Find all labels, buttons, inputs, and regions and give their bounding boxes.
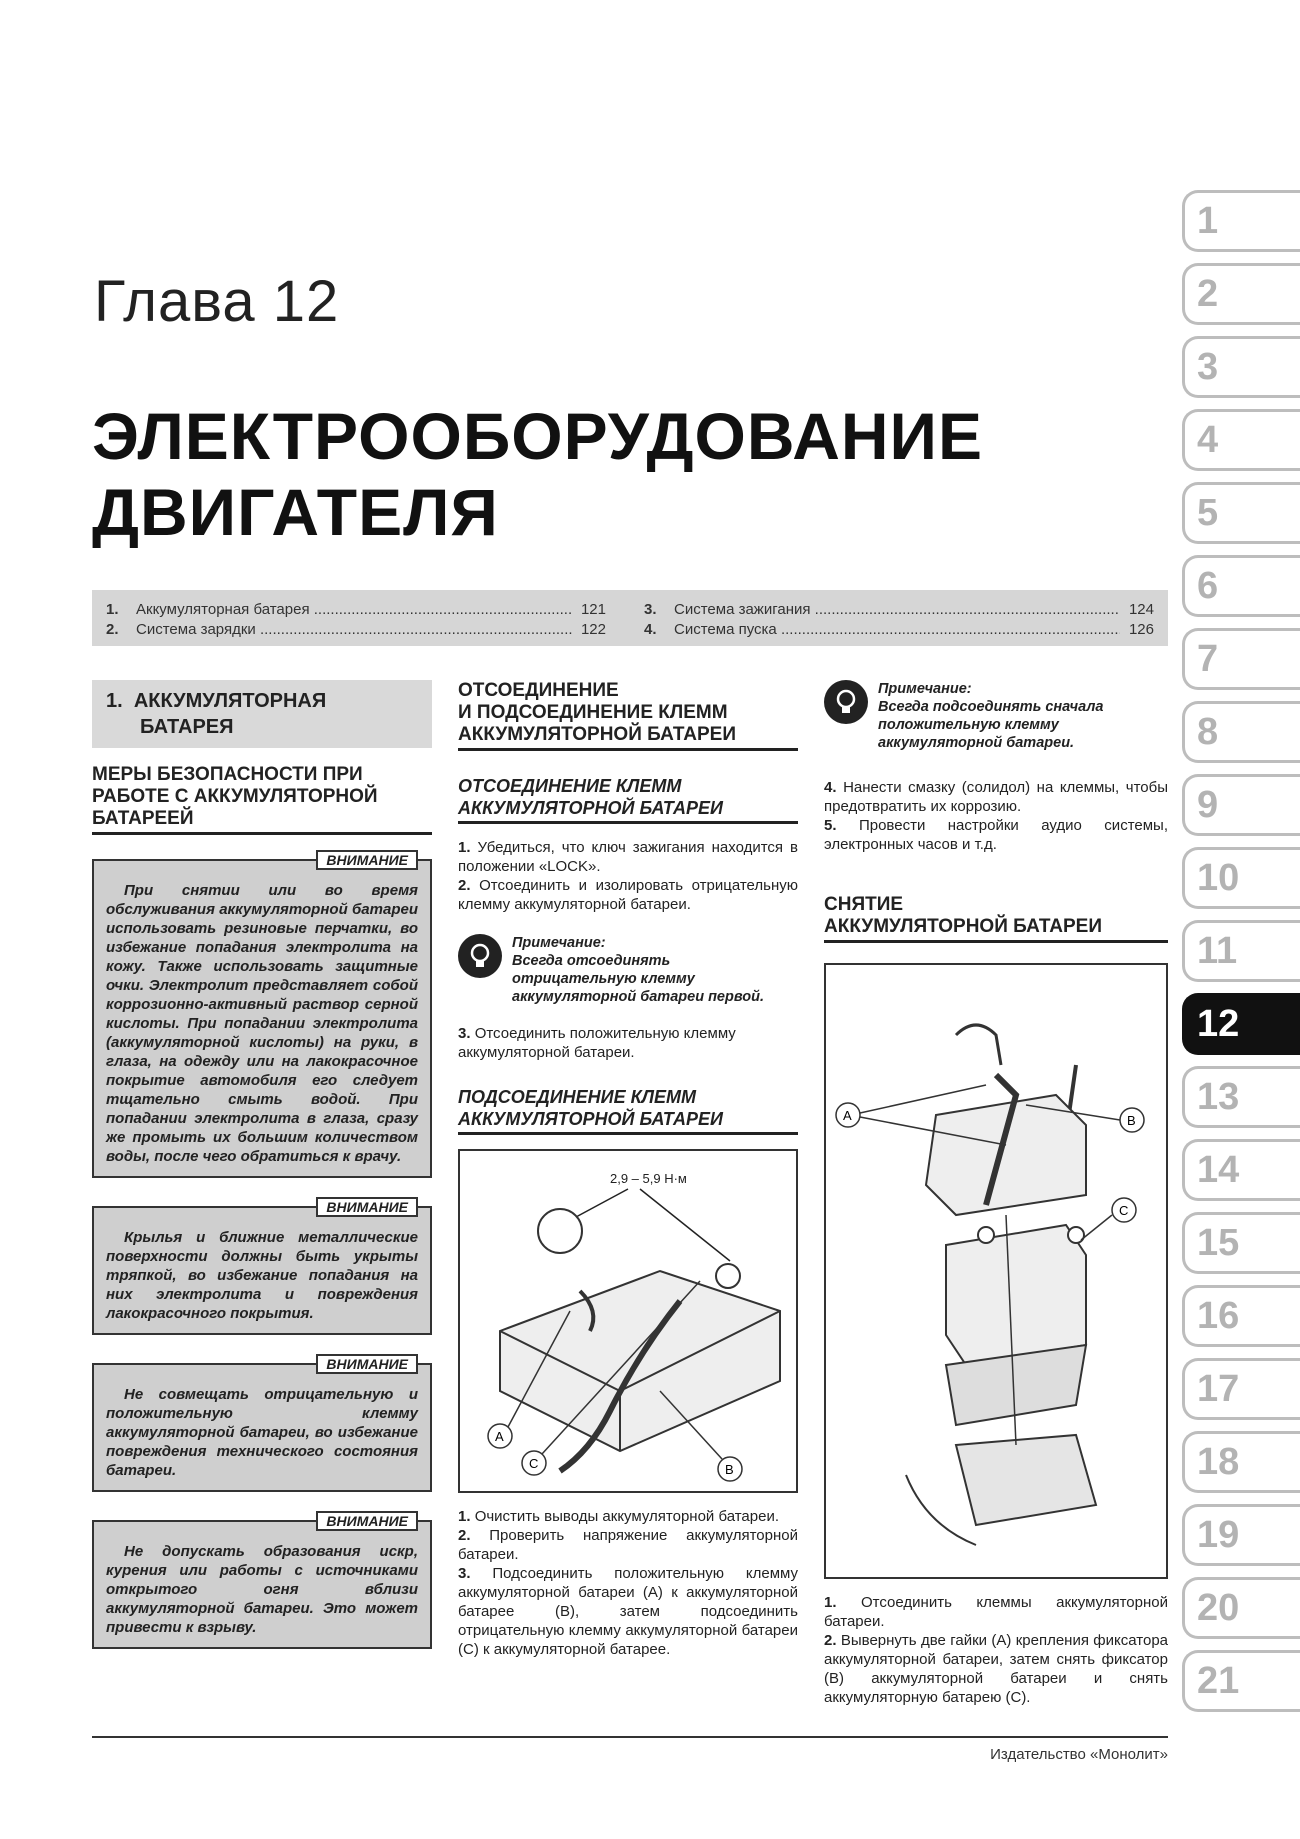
heading-line: АККУМУЛЯТОРНОЙ БАТАРЕИ bbox=[458, 798, 723, 818]
chapter-tab[interactable]: 15 bbox=[1182, 1212, 1300, 1274]
step-text: Отсоединить положительную клемму аккумуляторной батареи. bbox=[458, 1025, 736, 1061]
note-text: Всегда подсоединять сначала положительную клемму аккумуляторной батареи. bbox=[878, 699, 1104, 751]
step-num: 1. bbox=[458, 1508, 471, 1525]
connect-disconnect-heading bbox=[458, 680, 798, 751]
step-num: 3. bbox=[458, 1025, 471, 1042]
step-num: 1. bbox=[458, 839, 471, 856]
section-title-line-1: АККУМУЛЯТОРНАЯ bbox=[133, 690, 327, 712]
page-title-line-2: ДВИГАТЕЛЯ bbox=[92, 475, 499, 549]
heading-line: И ПОДСОЕДИНЕНИЕ КЛЕММ bbox=[458, 702, 728, 723]
warning-box bbox=[92, 1356, 432, 1492]
warning-box bbox=[92, 1199, 432, 1335]
warning-text: Не допускать образования искр, курения или работы с источниками открытого огня вблизи аккумуляторной батареи. Это может привести к взрыву. bbox=[106, 1543, 418, 1636]
toc-label: Система зажигания ..... bbox=[674, 600, 1120, 620]
footer-divider bbox=[92, 1736, 1168, 1738]
column-3 bbox=[824, 680, 1168, 1707]
step-item bbox=[824, 1631, 1168, 1707]
step-item bbox=[458, 876, 798, 914]
toc-page: 121 bbox=[580, 601, 606, 618]
toc-item[interactable] bbox=[644, 620, 1154, 640]
section-title-line-2: БАТАРЕЯ bbox=[140, 716, 234, 738]
chapter-tab[interactable]: 5 bbox=[1182, 482, 1300, 544]
figure-callout-label: A bbox=[495, 1429, 504, 1444]
note-block bbox=[824, 680, 1168, 752]
chapter-tab[interactable]: 6 bbox=[1182, 555, 1300, 617]
chapter-tab[interactable]: 3 bbox=[1182, 336, 1300, 398]
chapter-tab[interactable]: 21 bbox=[1182, 1650, 1300, 1712]
warning-tag: ВНИМАНИЕ bbox=[316, 1197, 418, 1217]
page-title-line-1: ЭЛЕКТРООБОРУДОВАНИЕ bbox=[92, 399, 983, 473]
chapter-tab[interactable]: 8 bbox=[1182, 701, 1300, 763]
toc-num: 3. bbox=[644, 601, 657, 618]
figure-callout-label: C bbox=[529, 1456, 539, 1471]
warning-box bbox=[92, 1513, 432, 1649]
heading-line: АККУМУЛЯТОРНОЙ БАТАРЕИ bbox=[458, 1109, 723, 1129]
toc-page: 124 bbox=[1128, 601, 1154, 618]
removal-steps bbox=[824, 1593, 1168, 1707]
warning-text: Не совмещать отрицательную и положительную клемму аккумуляторной батареи, во избежание повреждения технического состояния батареи. bbox=[106, 1386, 418, 1479]
chapter-tab[interactable]: 18 bbox=[1182, 1431, 1300, 1493]
step-item bbox=[824, 1593, 1168, 1631]
step-text: Очистить выводы аккумуляторной батареи. bbox=[474, 1508, 780, 1525]
chapter-tab[interactable]: 4 bbox=[1182, 409, 1300, 471]
warning-tag: ВНИМАНИЕ bbox=[316, 1354, 418, 1374]
battery-removal-illustration bbox=[826, 965, 1166, 1573]
step-num: 2. bbox=[458, 877, 471, 894]
toc-label: Аккумуляторная батарея ..... bbox=[136, 600, 572, 620]
figure-callout-label: B bbox=[725, 1462, 734, 1477]
step-text: Провести настройки аудио системы, электронных часов и т.д. bbox=[824, 817, 1168, 853]
note-title: Примечание: bbox=[512, 935, 606, 951]
chapter-tab[interactable]: 20 bbox=[1182, 1577, 1300, 1639]
safety-heading-line: РАБОТЕ С АККУМУЛЯТОРНОЙ bbox=[92, 786, 378, 807]
chapter-tab[interactable]: 9 bbox=[1182, 774, 1300, 836]
column-2 bbox=[458, 680, 798, 1659]
heading-line: АККУМУЛЯТОРНОЙ БАТАРЕИ bbox=[458, 724, 736, 745]
step-text: Вывернуть две гайки (A) крепления фиксатора аккумуляторной батареи, затем снять фиксатор (B) аккумуляторной батареи и снять аккумуляторную батарею (C). bbox=[824, 1632, 1168, 1706]
toc-label: Система пуска ..... bbox=[674, 620, 1120, 640]
connect-steps-continued bbox=[824, 778, 1168, 854]
warning-text: При снятии или во время обслуживания аккумуляторной батареи использовать резиновые перчатки, во избежание попадания электролита на кожу. Также использовать защитные очки. Электролит представляет собой коррозионно-активный раствор серной кислоты. При попадании электролита (аккумуляторной кислоты) на руки, в глаза, на одежду или на лакокрасочное покрытие автомобиля его следует тщательно смыть водой. При попадании электролита в глаза, сразу же промыть их большим количеством воды, после чего обратиться к врачу. bbox=[106, 882, 418, 1165]
note-block bbox=[458, 934, 798, 1006]
toc-label: Система зарядки ..... bbox=[136, 620, 572, 640]
chapter-tab[interactable]: 1 bbox=[1182, 190, 1300, 252]
chapter-tab[interactable]: 16 bbox=[1182, 1285, 1300, 1347]
note-text: Всегда отсоединять отрицательную клемму аккумуляторной батареи первой. bbox=[512, 953, 764, 1005]
toc-page: 122 bbox=[580, 621, 606, 638]
disconnect-steps bbox=[458, 838, 798, 914]
chapter-tab[interactable]: 19 bbox=[1182, 1504, 1300, 1566]
step-item bbox=[458, 1024, 798, 1062]
step-text: Отсоединить клеммы аккумуляторной батареи. bbox=[824, 1594, 1168, 1630]
note-title: Примечание: bbox=[878, 681, 972, 697]
chapter-tab[interactable]: 2 bbox=[1182, 263, 1300, 325]
removal-figure bbox=[824, 963, 1168, 1579]
toc-num: 1. bbox=[106, 601, 119, 618]
chapter-label: Глава 12 bbox=[94, 269, 340, 334]
step-num: 2. bbox=[458, 1527, 471, 1544]
heading-line: ОТСОЕДИНЕНИЕ КЛЕММ bbox=[458, 776, 682, 796]
step-item bbox=[458, 1564, 798, 1659]
step-text: Убедиться, что ключ зажигания находится в положении «LOCK». bbox=[458, 839, 799, 875]
toc-page: 126 bbox=[1128, 621, 1154, 638]
safety-heading-line: МЕРЫ БЕЗОПАСНОСТИ ПРИ bbox=[92, 764, 363, 785]
heading-line: ОТСОЕДИНЕНИЕ bbox=[458, 680, 619, 701]
chapter-tab[interactable]: 17 bbox=[1182, 1358, 1300, 1420]
toc-item[interactable] bbox=[644, 600, 1154, 620]
chapter-tab[interactable]: 13 bbox=[1182, 1066, 1300, 1128]
figure-callout-label: A bbox=[843, 1108, 852, 1123]
step-text: Проверить напряжение аккумуляторной батареи. bbox=[458, 1527, 798, 1563]
step-num: 3. bbox=[458, 1565, 471, 1582]
step-item bbox=[458, 1526, 798, 1564]
step-text: Подсоединить положительную клемму аккумуляторной батареи (A) к аккумуляторной батарее (B), затем подсоединить отрицательную клемму аккумуляторной батареи (C) к аккумуляторной батарее. bbox=[458, 1565, 798, 1658]
safety-heading-line: БАТАРЕЕЙ bbox=[92, 808, 194, 829]
page-title bbox=[92, 398, 983, 550]
step-text: Нанести смазку (солидол) на клеммы, чтобы предотвратить их коррозию. bbox=[824, 779, 1168, 815]
step-item bbox=[824, 778, 1168, 816]
section-heading bbox=[92, 680, 432, 748]
connect-steps bbox=[458, 1507, 798, 1659]
chapter-tabs bbox=[1182, 190, 1300, 1723]
chapter-tab[interactable]: 10 bbox=[1182, 847, 1300, 909]
lightbulb-icon bbox=[824, 680, 868, 724]
step-item bbox=[824, 816, 1168, 854]
lightbulb-icon bbox=[458, 934, 502, 978]
step-item bbox=[458, 1507, 798, 1526]
chapter-tab[interactable]: 11 bbox=[1182, 920, 1300, 982]
step-text: Отсоединить и изолировать отрицательную клемму аккумуляторной батареи. bbox=[458, 877, 798, 913]
warning-tag: ВНИМАНИЕ bbox=[316, 850, 418, 870]
heading-line: ПОДСОЕДИНЕНИЕ КЛЕММ bbox=[458, 1087, 697, 1107]
toc-num: 2. bbox=[106, 621, 119, 638]
toc-item[interactable] bbox=[106, 620, 606, 640]
connect-heading bbox=[458, 1086, 798, 1135]
heading-line: СНЯТИЕ bbox=[824, 894, 904, 915]
table-of-contents bbox=[92, 590, 1168, 646]
warning-tag: ВНИМАНИЕ bbox=[316, 1511, 418, 1531]
toc-item[interactable] bbox=[106, 600, 606, 620]
chapter-tab-active[interactable]: 12 bbox=[1182, 993, 1300, 1055]
publisher-footer: Издательство «Монолит» bbox=[990, 1746, 1168, 1763]
step-num: 4. bbox=[824, 779, 837, 796]
step-num: 2. bbox=[824, 1632, 837, 1649]
column-1 bbox=[92, 680, 432, 1649]
step-item bbox=[458, 838, 798, 876]
warning-box bbox=[92, 852, 432, 1178]
step-num: 1. bbox=[824, 1594, 837, 1611]
figure-callout-label: C bbox=[1119, 1203, 1129, 1218]
connect-figure bbox=[458, 1149, 798, 1493]
torque-label: 2,9 – 5,9 Н·м bbox=[610, 1171, 687, 1186]
toc-num: 4. bbox=[644, 621, 657, 638]
chapter-tab[interactable]: 14 bbox=[1182, 1139, 1300, 1201]
safety-heading bbox=[92, 764, 432, 835]
chapter-tab[interactable]: 7 bbox=[1182, 628, 1300, 690]
disconnect-heading bbox=[458, 775, 798, 824]
heading-line: АККУМУЛЯТОРНОЙ БАТАРЕИ bbox=[824, 916, 1102, 937]
battery-terminal-illustration bbox=[460, 1151, 796, 1487]
step-num: 5. bbox=[824, 817, 837, 834]
removal-heading bbox=[824, 894, 1168, 943]
section-num: 1. bbox=[106, 690, 123, 712]
figure-callout-label: B bbox=[1127, 1113, 1136, 1128]
warning-text: Крылья и ближние металлические поверхности должны быть укрыты тряпкой, во избежание попадания на них электролита и повреждения лакокрасочного покрытия. bbox=[106, 1229, 418, 1322]
